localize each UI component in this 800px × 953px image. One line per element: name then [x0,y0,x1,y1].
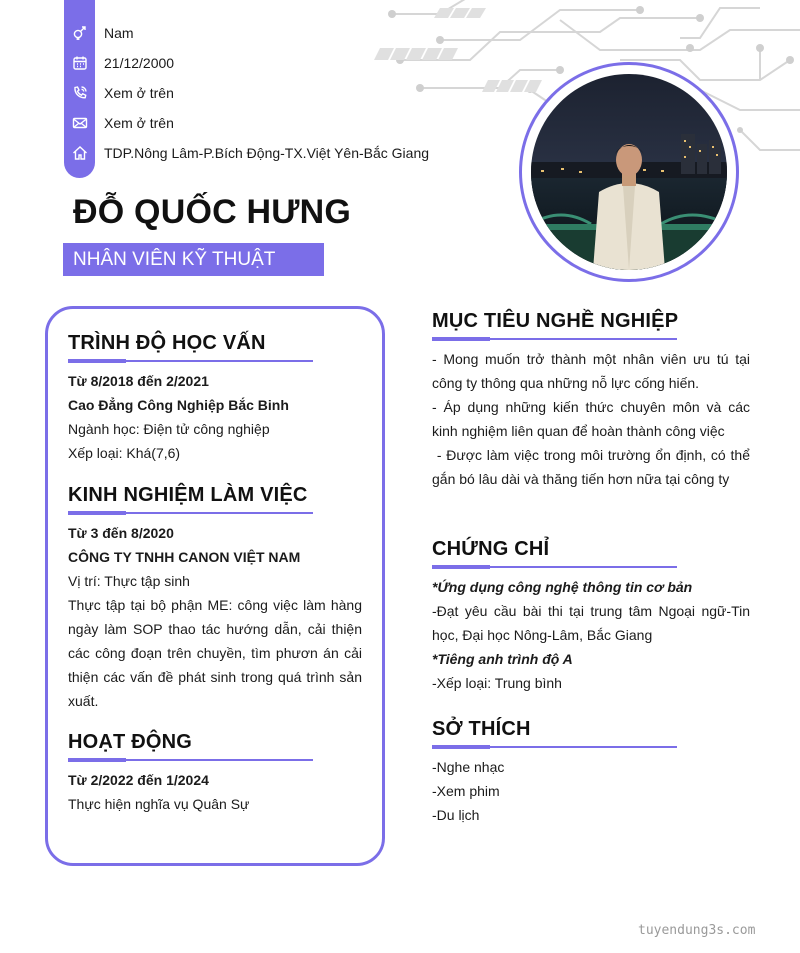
calendar-icon [64,48,95,78]
objective-heading: MỤC TIÊU NGHỀ NGHIỆP [432,310,679,332]
activities-text: Thực hiện nghĩa vụ Quân Sự [68,796,250,812]
contact-email [64,108,504,138]
experience-heading: KINH NGHIỆM LÀM VIỆC [68,484,308,506]
experience-position: Vị trí: Thực tập sinh [68,573,190,589]
activities-section [68,731,362,816]
mail-icon [64,108,95,138]
certificate-1-detail: -Đạt yêu cầu bài thi tại trung tâm Ngoại ngữ-Tin học, Đại học Nông-Lâm, Bắc Giang [432,603,750,643]
candidate-name: ĐỖ QUỐC HƯNG [73,193,352,231]
phone-icon [64,78,95,108]
contact-birthday [64,48,504,78]
education-heading: TRÌNH ĐỘ HỌC VẤN [68,332,266,354]
address-text: TDP.Nông Lâm-P.Bích Động-TX.Việt Yên-Bắc Giang [104,145,430,161]
gender-text: Nam [104,25,134,41]
education-school: Cao Đẳng Công Nghiệp Bắc Binh [68,397,289,413]
hobby-item: -Nghe nhạc [432,759,505,775]
gender-icon [64,18,95,48]
objective-section [432,310,754,491]
contact-address [64,138,504,168]
profile-photo [531,74,727,270]
certificates-heading: CHỨNG CHỈ [432,538,550,560]
experience-company: CÔNG TY TNHH CANON VIỆT NAM [68,549,301,565]
contact-list [64,18,504,168]
objective-line-1: - Mong muốn trở thành một nhân viên ưu tú tại công ty thông qua những nỗ lực cống hiến. [432,351,750,391]
education-section [68,332,362,465]
contact-gender [64,18,504,48]
certificates-section [432,538,750,695]
education-major: Ngành học: Điện tử công nghiệp [68,421,270,437]
certificate-2-title: *Tiêng anh trình độ A [432,651,573,667]
certificate-1-title: *Ứng dụng công nghệ thông tin cơ bản [432,579,693,595]
watermark: tuyendung3s.com [638,923,756,938]
section-divider [432,338,677,340]
section-divider [432,566,677,568]
education-period: Từ 8/2018 đến 2/2021 [68,373,209,389]
objective-line-3: - Được làm việc trong môi trường ổn định, có thể gắn bó lâu dài và thăng tiến hơn nữa tại công ty [432,447,754,487]
job-title-banner: NHÂN VIÊN KỸ THUẬT [63,243,324,276]
section-divider [68,512,313,514]
hobby-item: -Xem phim [432,783,500,799]
hobbies-section [432,718,750,827]
email-text: Xem ở trên [104,115,174,131]
contact-phone [64,78,504,108]
education-grade: Xếp loại: Khá(7,6) [68,445,181,461]
experience-period: Từ 3 đến 8/2020 [68,525,174,541]
objective-line-2: - Áp dụng những kiến thức chuyên môn và các kinh nghiệm liên quan để hoàn thành công việc [432,399,750,439]
experience-description: Thực tập tại bộ phận ME: công việc làm hàng ngày làm SOP thao tác hướng dẫn, cải thiện các công đoạn trên chuyền, tìm phươn án cải thiện các vấn đề phát sinh trong quá trình sản xuất. [68,597,362,709]
home-icon [64,138,95,168]
experience-section [68,484,362,713]
section-divider [68,759,313,761]
section-divider [432,746,677,748]
hobby-item: -Du lịch [432,807,480,823]
hobbies-heading: SỞ THÍCH [432,718,531,740]
phone-text: Xem ở trên [104,85,174,101]
birthday-text: 21/12/2000 [104,55,175,71]
certificate-2-detail: -Xếp loại: Trung bình [432,675,562,691]
activities-heading: HOẠT ĐỘNG [68,731,193,753]
activities-period: Từ 2/2022 đến 1/2024 [68,772,209,788]
section-divider [68,360,313,362]
